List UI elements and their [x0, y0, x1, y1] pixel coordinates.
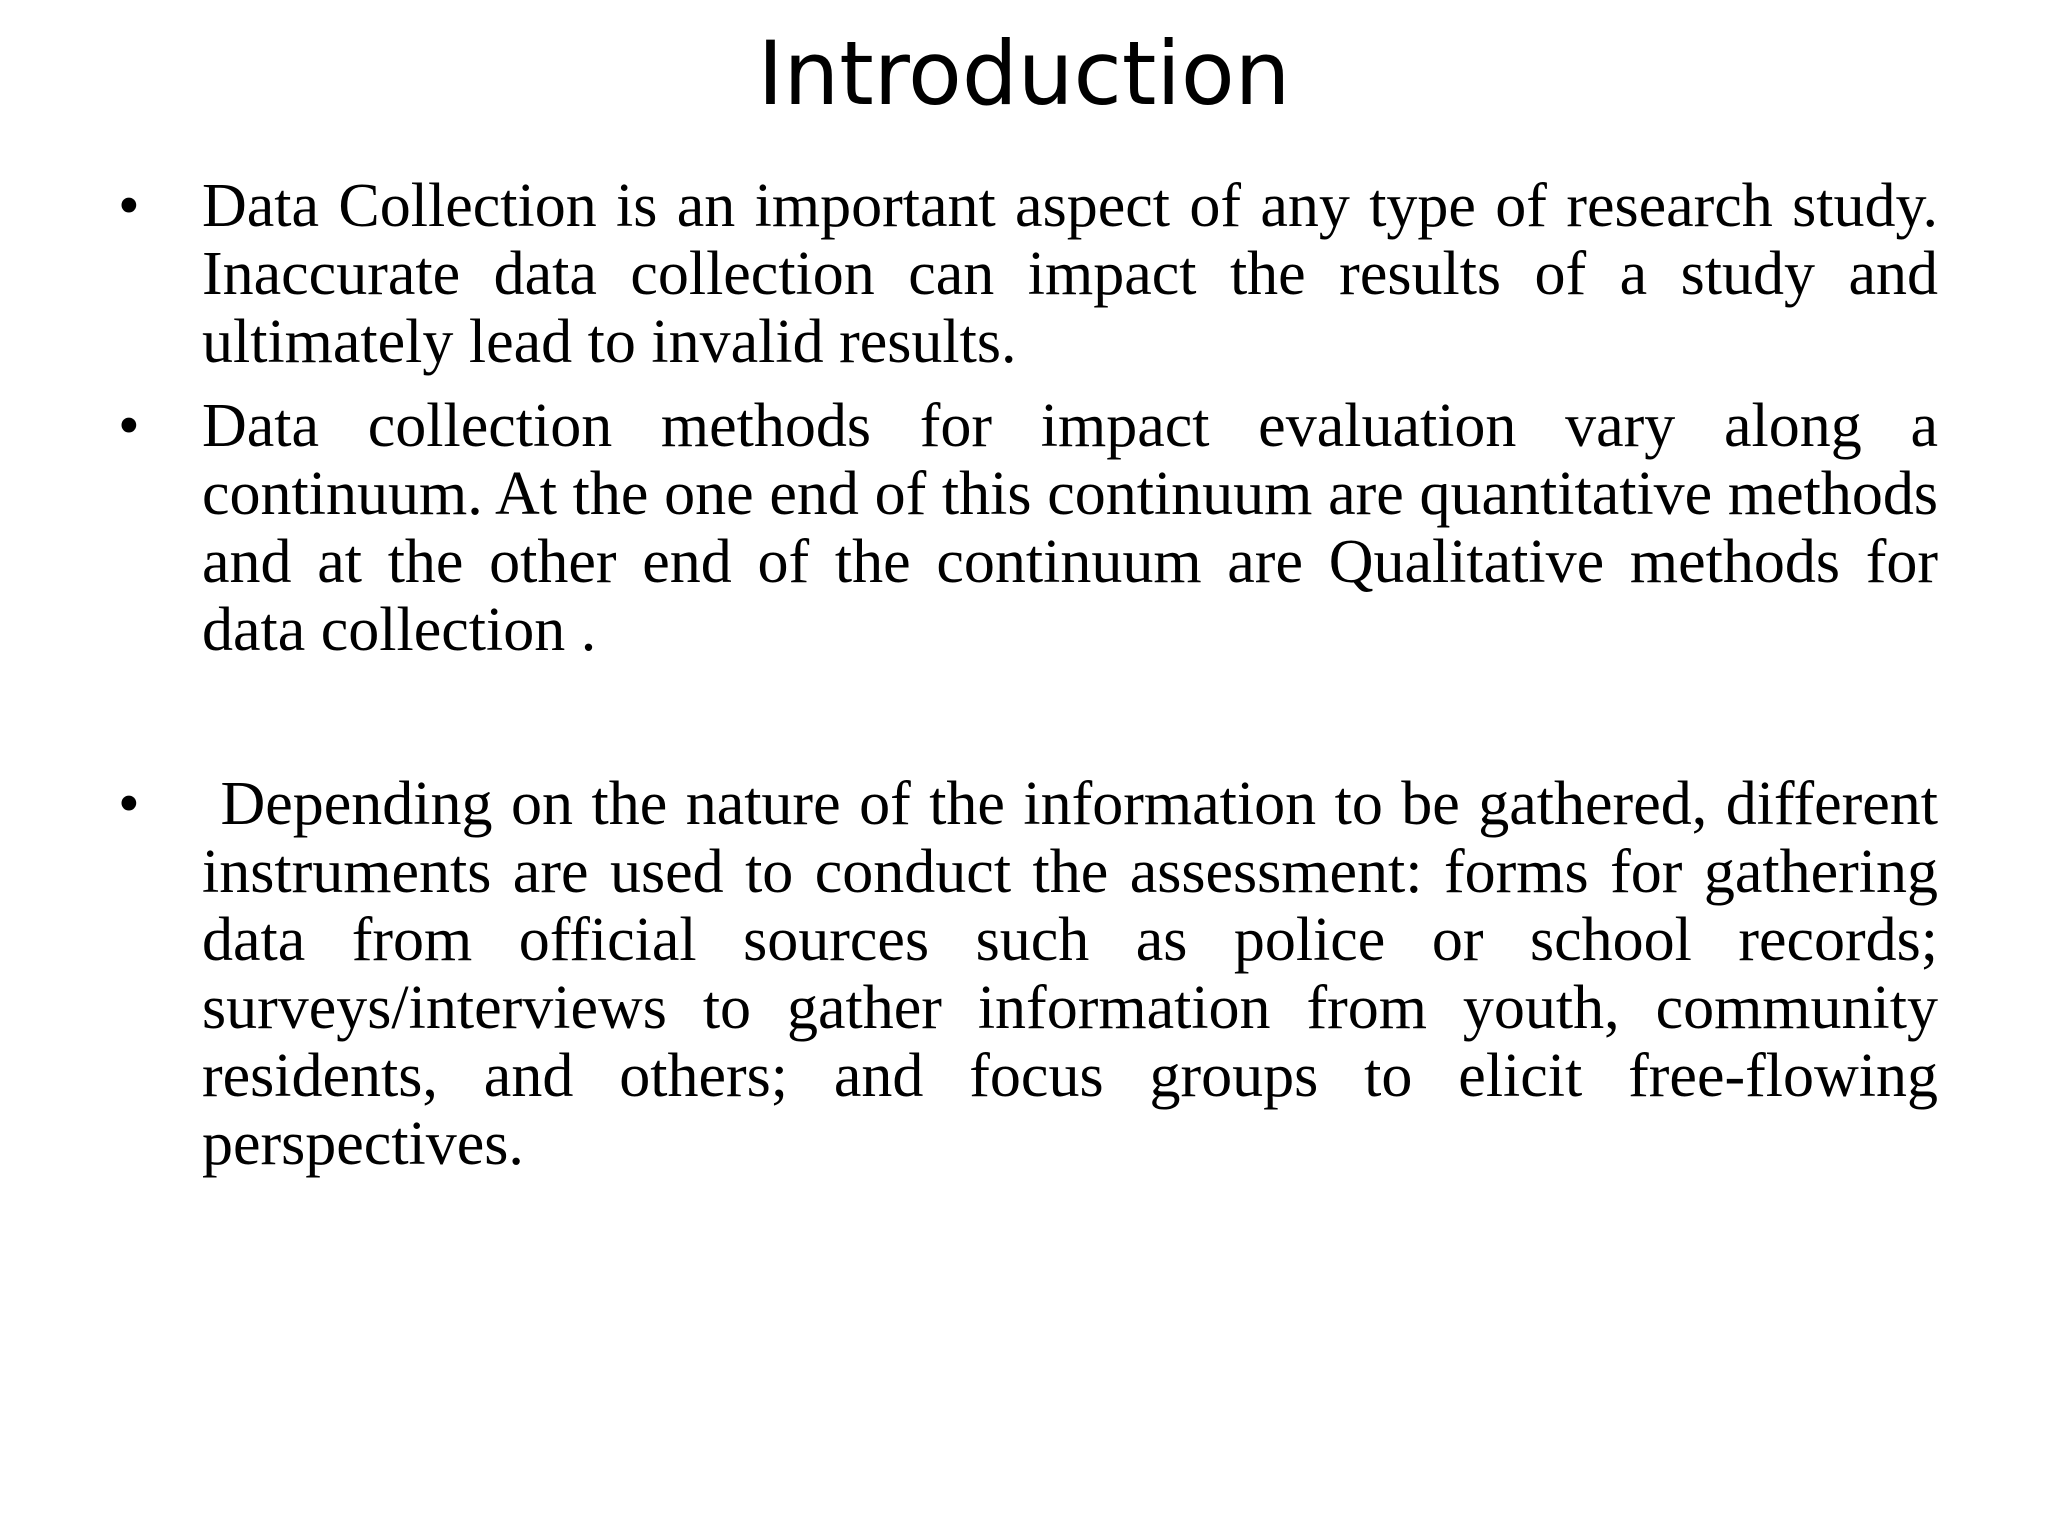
bullet-text: Data collection methods for impact evaluation vary along a continuum. At the one end of this continuum are quantitative methods and at the other end of the continuum are Qualitative methods for data collection . — [202, 392, 1938, 664]
bullet-dot-icon: • — [118, 770, 140, 838]
bullet-item-data-collection — [118, 172, 1938, 376]
bullet-item-methods-continuum — [118, 392, 1938, 664]
bullet-text: Data Collection is an important aspect of any type of research study. Inaccurate data collection can impact the results of a study and ultimately lead to invalid results. — [202, 172, 1938, 376]
bullet-text: Depending on the nature of the information to be gathered, different instruments are used to conduct the assessment: forms for gathering data from official sources such as police or school records; surveys/interviews to gather information from youth, community residents, and others; and focus groups to elicit free-flowing perspectives. — [202, 770, 1954, 1178]
slide-title: Introduction — [757, 22, 1291, 125]
bullet-item-instruments — [118, 770, 1954, 1178]
bullet-dot-icon: • — [118, 172, 140, 240]
bullet-list — [118, 172, 1954, 1178]
bullet-dot-icon: • — [118, 392, 140, 460]
